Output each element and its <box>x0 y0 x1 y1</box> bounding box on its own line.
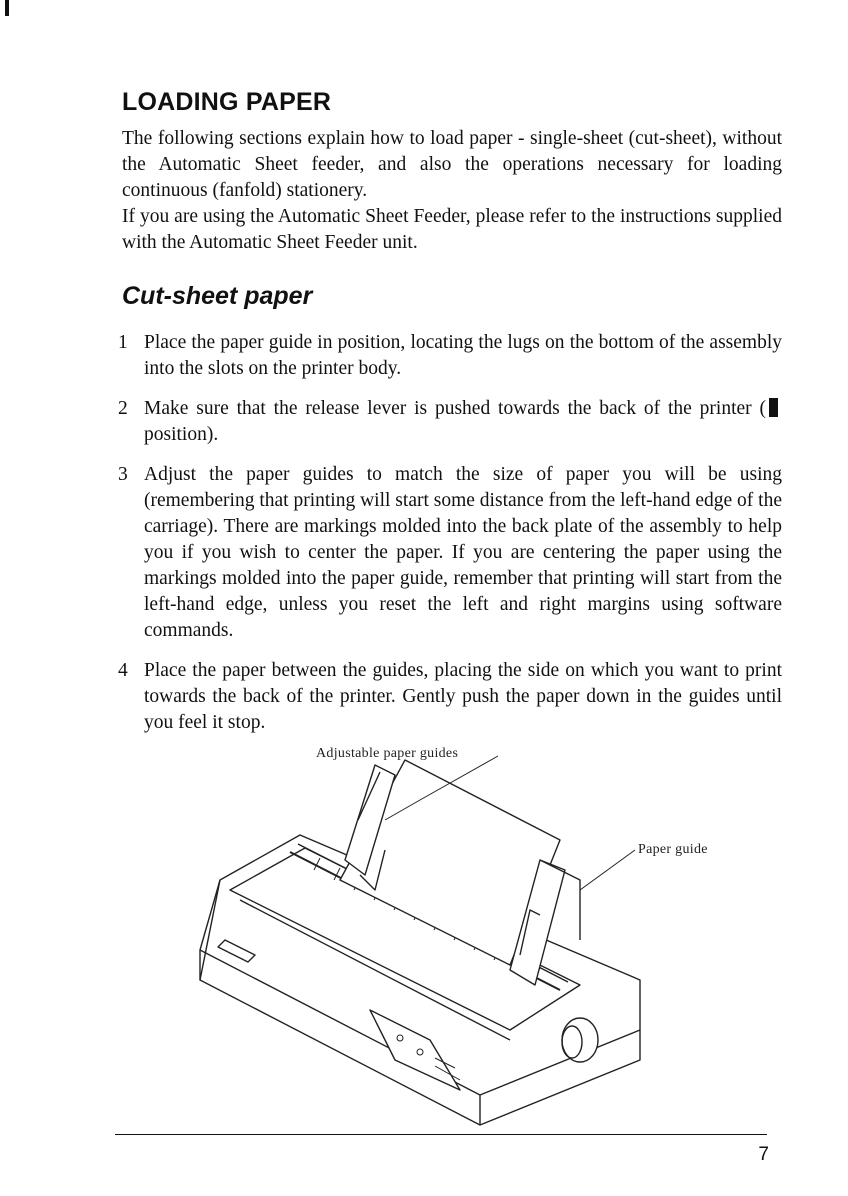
step-item <box>118 396 782 448</box>
intro-paragraph: If you are using the Automatic Sheet Feeder, please refer to the instructions supplied with the Automatic Sheet Feeder unit. <box>122 206 782 253</box>
step-item <box>118 330 782 382</box>
intro-paragraph: The following sections explain how to load paper - single-sheet (cut-sheet), without the Automatic Sheet feeder, and also the operations necessary for loading continuous (fanfold) stationery. <box>122 128 782 201</box>
callout-adjustable-paper-guides: Adjustable paper guides <box>316 746 459 761</box>
step-text: Place the paper guide in position, locating the lugs on the bottom of the assembly into the slots on the printer body. <box>144 332 782 379</box>
intro-text <box>122 126 782 256</box>
scan-mark <box>5 0 9 16</box>
step-number: 3 <box>118 464 128 485</box>
step-number: 1 <box>118 332 128 353</box>
step-text: Place the paper between the guides, placing the side on which you want to print towards the back of the printer. Gently push the paper down in the guides until you feel it stop. <box>144 660 782 733</box>
printer-illustration <box>180 740 740 1130</box>
step-item <box>118 658 782 736</box>
release-lever-position-icon <box>769 398 778 417</box>
page-number: 7 <box>758 1144 769 1165</box>
steps-list <box>118 330 782 750</box>
page-title: LOADING PAPER <box>122 88 332 116</box>
footer-rule <box>115 1134 767 1135</box>
step-number: 2 <box>118 398 128 419</box>
section-title: Cut-sheet paper <box>122 282 313 310</box>
callout-paper-guide: Paper guide <box>638 842 708 857</box>
step-item <box>118 462 782 644</box>
step-number: 4 <box>118 660 128 681</box>
printer-drawing <box>180 740 740 1130</box>
step-text: Make sure that the release lever is pushed towards the back of the printer ( <box>144 398 766 419</box>
step-text: position). <box>144 424 219 445</box>
step-text: Adjust the paper guides to match the size of paper you will be using (remembering that printing will start some distance from the left-hand edge of the carriage). There are markings molded into the back plate of the assembly to help you if you wish to center the paper. If you are centering the paper using the markings molded into the paper guide, remember that printing will start from the left-hand edge, unless you reset the left and right margins using software commands. <box>144 464 782 641</box>
